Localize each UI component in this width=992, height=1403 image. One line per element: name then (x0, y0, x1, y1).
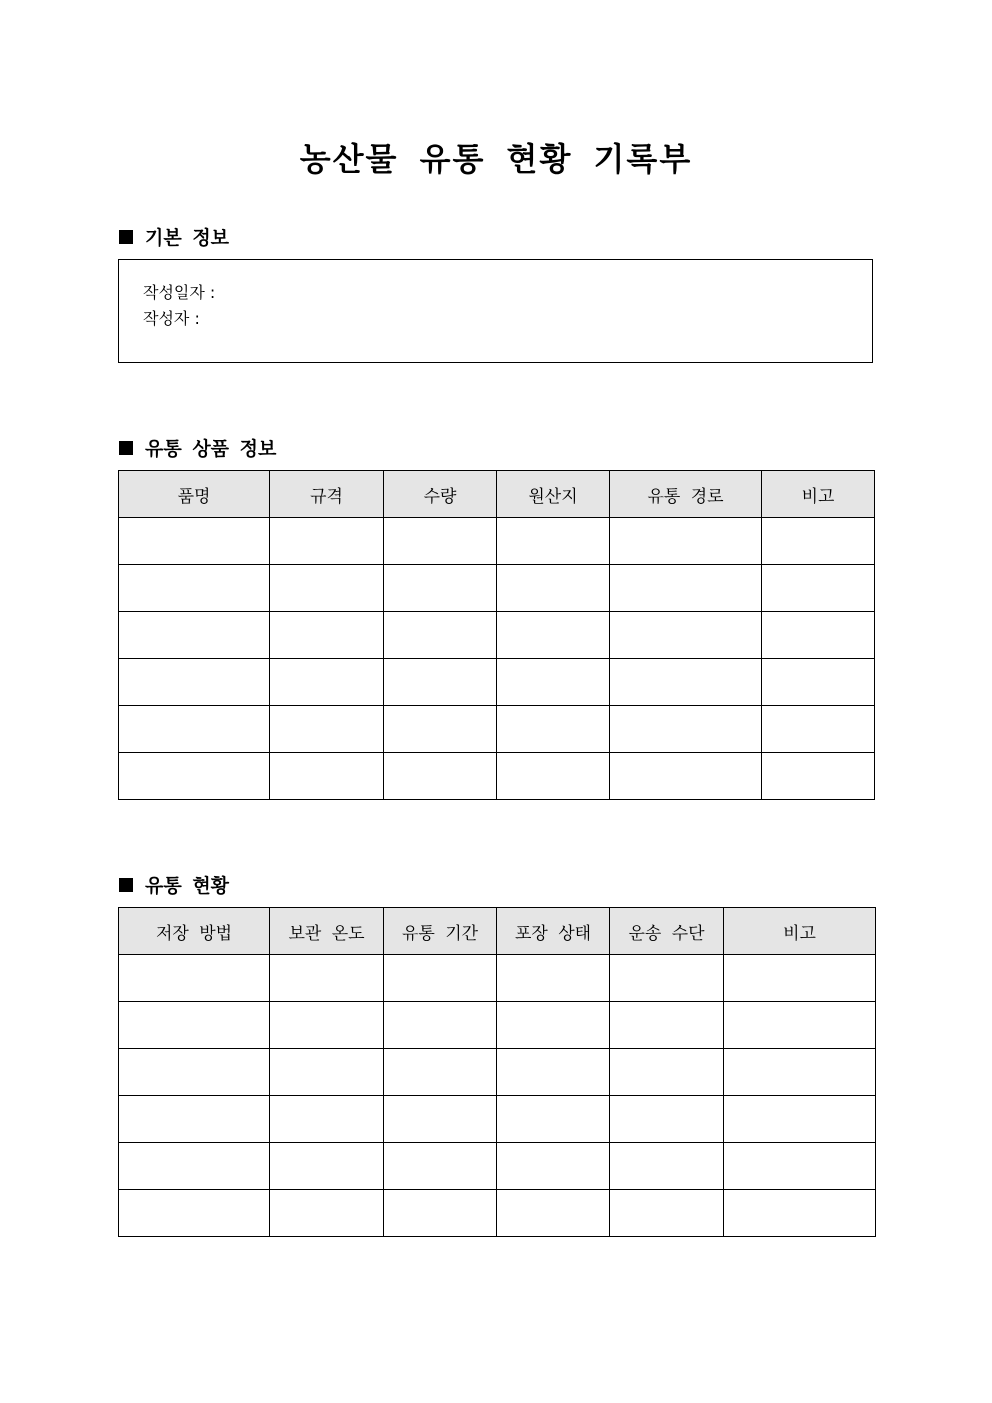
table-cell[interactable] (270, 1002, 384, 1049)
table-cell[interactable] (610, 955, 724, 1002)
table-cell[interactable] (384, 1143, 497, 1190)
distribution-status-table (118, 907, 876, 1237)
table-cell[interactable] (762, 565, 875, 612)
table-cell[interactable] (384, 1002, 497, 1049)
square-bullet-icon (119, 878, 133, 892)
table-cell[interactable] (497, 659, 610, 706)
table-header-row (119, 471, 875, 518)
table-cell[interactable] (119, 565, 270, 612)
column-header-packaging: 포장 상태 (497, 908, 610, 955)
table-cell[interactable] (762, 612, 875, 659)
table-cell[interactable] (762, 518, 875, 565)
section-heading-label: 유통 상품 정보 (145, 438, 277, 460)
table-cell[interactable] (724, 1143, 876, 1190)
table-row (119, 659, 875, 706)
table-cell[interactable] (497, 1096, 610, 1143)
product-info-table (118, 470, 875, 800)
table-cell[interactable] (724, 1049, 876, 1096)
table-row (119, 518, 875, 565)
column-header-origin: 원산지 (497, 471, 610, 518)
table-cell[interactable] (497, 1143, 610, 1190)
table-cell[interactable] (270, 706, 384, 753)
section-heading-product-info (119, 434, 276, 461)
table-cell[interactable] (119, 518, 270, 565)
table-cell[interactable] (610, 1143, 724, 1190)
table-cell[interactable] (724, 1002, 876, 1049)
table-cell[interactable] (610, 565, 762, 612)
table-cell[interactable] (270, 1190, 384, 1237)
column-header-storage-temp: 보관 온도 (270, 908, 384, 955)
table-header-row (119, 908, 876, 955)
section-heading-basic-info (119, 223, 229, 250)
table-cell[interactable] (384, 518, 497, 565)
column-header-transport: 운송 수단 (610, 908, 724, 955)
table-cell[interactable] (610, 706, 762, 753)
table-cell[interactable] (119, 706, 270, 753)
basic-info-box (118, 259, 873, 363)
date-field-label[interactable]: 작성일자 : (143, 283, 216, 302)
table-cell[interactable] (270, 518, 384, 565)
table-cell[interactable] (384, 612, 497, 659)
square-bullet-icon (119, 230, 133, 244)
column-header-quantity: 수량 (384, 471, 497, 518)
table-cell[interactable] (384, 706, 497, 753)
table-cell[interactable] (384, 955, 497, 1002)
table-row (119, 612, 875, 659)
column-header-remarks: 비고 (724, 908, 876, 955)
table-cell[interactable] (119, 753, 270, 800)
table-cell[interactable] (119, 1143, 270, 1190)
table-cell[interactable] (610, 518, 762, 565)
column-header-period: 유통 기간 (384, 908, 497, 955)
column-header-remarks: 비고 (762, 471, 875, 518)
section-heading-label: 기본 정보 (145, 227, 230, 249)
table-cell[interactable] (384, 565, 497, 612)
table-cell[interactable] (497, 612, 610, 659)
table-row (119, 1002, 876, 1049)
table-cell[interactable] (119, 1190, 270, 1237)
table-cell[interactable] (497, 706, 610, 753)
table-cell[interactable] (270, 1049, 384, 1096)
table-cell[interactable] (497, 1190, 610, 1237)
table-cell[interactable] (270, 955, 384, 1002)
table-cell[interactable] (119, 1049, 270, 1096)
product-table-body (119, 518, 875, 800)
section-heading-label: 유통 현황 (145, 875, 230, 897)
table-row (119, 706, 875, 753)
table-cell[interactable] (762, 659, 875, 706)
table-cell[interactable] (119, 1096, 270, 1143)
table-cell[interactable] (497, 1002, 610, 1049)
table-cell[interactable] (610, 612, 762, 659)
table-row (119, 1049, 876, 1096)
status-table-body (119, 955, 876, 1237)
table-cell[interactable] (119, 612, 270, 659)
table-cell[interactable] (270, 753, 384, 800)
table-cell[interactable] (119, 955, 270, 1002)
table-cell[interactable] (762, 753, 875, 800)
section-heading-distribution-status (119, 871, 229, 898)
table-cell[interactable] (497, 1049, 610, 1096)
table-cell[interactable] (270, 565, 384, 612)
table-cell[interactable] (270, 1143, 384, 1190)
table-row (119, 955, 876, 1002)
table-cell[interactable] (497, 955, 610, 1002)
table-row (119, 1143, 876, 1190)
table-row (119, 1190, 876, 1237)
table-cell[interactable] (610, 1002, 724, 1049)
table-cell[interactable] (384, 753, 497, 800)
column-header-item-name: 품명 (119, 471, 270, 518)
column-header-route: 유통 경로 (610, 471, 762, 518)
table-cell[interactable] (384, 1049, 497, 1096)
square-bullet-icon (119, 441, 133, 455)
author-field-label[interactable]: 작성자 : (143, 309, 200, 328)
table-cell[interactable] (270, 659, 384, 706)
table-cell[interactable] (119, 1002, 270, 1049)
table-cell[interactable] (724, 955, 876, 1002)
table-cell[interactable] (384, 1190, 497, 1237)
table-cell[interactable] (762, 706, 875, 753)
table-cell[interactable] (497, 753, 610, 800)
column-header-spec: 규격 (270, 471, 384, 518)
table-row (119, 565, 875, 612)
table-cell[interactable] (384, 659, 497, 706)
table-row (119, 753, 875, 800)
table-cell[interactable] (724, 1096, 876, 1143)
table-cell[interactable] (497, 518, 610, 565)
table-cell[interactable] (270, 1096, 384, 1143)
table-cell[interactable] (610, 1190, 724, 1237)
page-title: 농산물 유통 현황 기록부 (299, 140, 693, 178)
table-cell[interactable] (610, 1049, 724, 1096)
table-cell[interactable] (610, 753, 762, 800)
table-cell[interactable] (384, 1096, 497, 1143)
table-cell[interactable] (119, 659, 270, 706)
table-row (119, 1096, 876, 1143)
column-header-storage-method: 저장 방법 (119, 908, 270, 955)
table-cell[interactable] (497, 565, 610, 612)
table-cell[interactable] (610, 659, 762, 706)
table-cell[interactable] (270, 612, 384, 659)
table-cell[interactable] (610, 1096, 724, 1143)
table-cell[interactable] (724, 1190, 876, 1237)
